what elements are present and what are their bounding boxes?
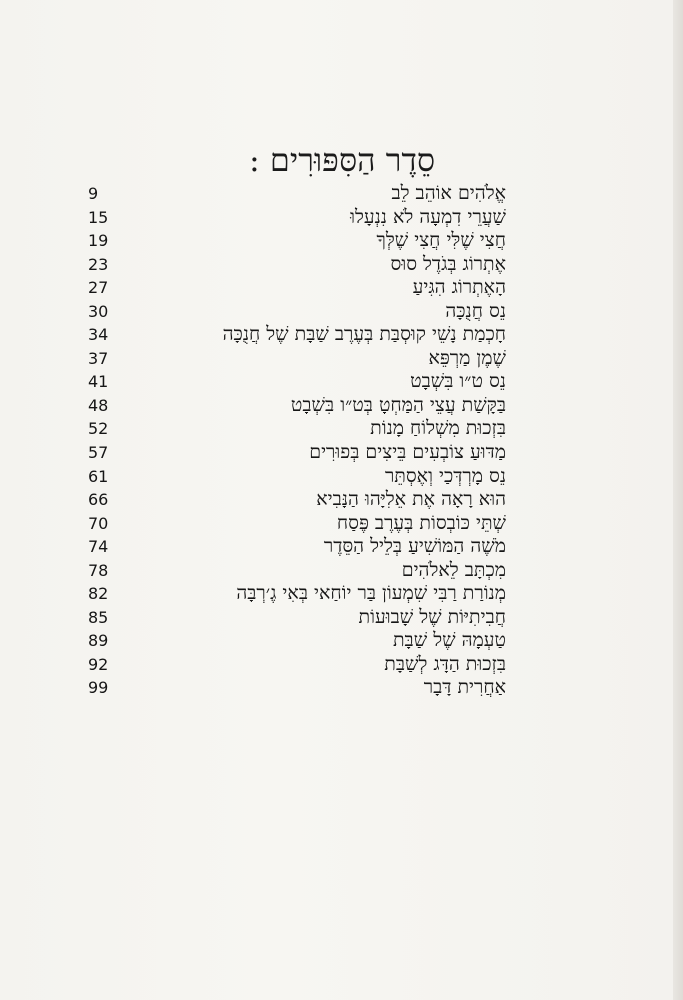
page-edge [673, 0, 683, 1000]
toc-entry [88, 394, 506, 418]
toc-entry-title: שֶׁמֶן מַרְפֵּא [428, 346, 506, 369]
toc-entry-page: 89 [88, 631, 109, 651]
toc-entry [88, 559, 506, 583]
toc-entry-title: בִּזְכוּת הַדָּג לְשַׁבָּת [384, 652, 506, 675]
toc-entry-page: 23 [88, 254, 109, 274]
toc-entry-page: 19 [88, 231, 109, 251]
toc-entry [88, 229, 506, 253]
page-title: סֵדֶר הַסִּפּוּרִים : [248, 141, 436, 179]
toc-entry-title: טַעְמָהּ שֶׁל שַׁבָּת [392, 629, 506, 652]
toc-entry [88, 535, 506, 559]
toc-entry-title: אֶתְרוֹג בְּגֹדֶל סוּס [390, 252, 506, 275]
toc-entry-page: 37 [88, 348, 109, 368]
toc-entry-page: 82 [88, 584, 109, 604]
toc-entry-page: 34 [88, 325, 109, 345]
toc-entry-page: 15 [88, 207, 109, 227]
toc-entry-page: 41 [88, 372, 109, 392]
toc-entry [88, 276, 506, 300]
toc-entry-page: 57 [88, 443, 109, 463]
toc-entry-title: חֲבִיתִיּוֹת שֶׁל שָׁבוּעוֹת [358, 605, 506, 628]
toc-entry [88, 629, 506, 653]
toc-entry-page: 48 [88, 395, 109, 415]
toc-entry-page: 92 [88, 654, 109, 674]
toc-entry-page: 9 [88, 184, 99, 203]
toc-entry-page: 74 [88, 537, 109, 557]
toc-entry-title: בִּזְכוּת מִשְׁלוֹחַ מָנוֹת [370, 417, 506, 440]
toc-entry-page: 70 [88, 513, 109, 533]
toc-entry [88, 582, 506, 606]
toc-entry [88, 182, 506, 206]
toc-entry [88, 206, 506, 230]
toc-entry [88, 347, 506, 371]
toc-entry [88, 512, 506, 536]
toc-entry-title: הוּא רָאָה אֶת אֵלִיָּהוּ הַנָּבִיא [316, 488, 506, 511]
toc-entry-page: 52 [88, 419, 109, 439]
toc-entry [88, 488, 506, 512]
toc-entry [88, 300, 506, 324]
toc-entry [88, 606, 506, 630]
toc-entry [88, 417, 506, 441]
toc-entry-title: חֲצִי שֶׁלִּי חֲצִי שֶׁלְּךָ [376, 229, 506, 252]
toc-entry-page: 85 [88, 607, 109, 627]
toc-entry [88, 323, 506, 347]
toc-entry-title: חָכְמַת נָשֵׁי קוּסְבַּת בְּעֶרֶב שַׁבָּת שֶׁל חֲנֻכָּה [222, 323, 506, 346]
table-of-contents [88, 182, 506, 700]
toc-entry [88, 253, 506, 277]
toc-entry-page: 30 [88, 301, 109, 321]
toc-entry-page: 27 [88, 278, 109, 298]
toc-entry-title: מֹשֶׁה הַמּוֹשִׁיעַ בְּלֵיל הַסֵּדֶר [323, 535, 506, 558]
toc-entry-title: אֱלֹהִים אוֹהֵב לֵב [391, 182, 506, 204]
toc-entry-title: הָאֶתְרוֹג הִגִּיעַ [412, 276, 506, 299]
toc-entry [88, 370, 506, 394]
toc-entry-page: 61 [88, 466, 109, 486]
toc-entry-title: נֵס מָרְדְּכַי וְאֶסְתֵּר [384, 464, 506, 487]
toc-entry [88, 441, 506, 465]
toc-entry-title: מְנוֹרַת רַבִּי שִׁמְעוֹן בַּר יוֹחַאי בְּאִי גֶ׳רְבָּה [236, 582, 506, 605]
toc-entry-title: שַׁעֲרֵי דִמְעָה לֹא נִנְעָלוּ [350, 205, 506, 228]
toc-entry-page: 99 [88, 678, 109, 698]
toc-entry-page: 66 [88, 490, 109, 510]
toc-entry-page: 78 [88, 560, 109, 580]
toc-entry [88, 653, 506, 677]
toc-entry-title: מַדּוּעַ צוֹבְעִים בֵּיצִים בְּפוּרִים [309, 441, 506, 464]
toc-entry-title: מִכְתָּב לֵאלֹהִים [401, 558, 506, 581]
toc-entry [88, 676, 506, 700]
toc-entry-title: אַחֲרִית דָּבָר [423, 676, 506, 699]
toc-entry-title: נֵס ט״ו בִּשְׁבָט [410, 370, 506, 393]
toc-entry-title: נֵס חֲנֻכָּה [445, 299, 506, 322]
toc-entry [88, 465, 506, 489]
toc-entry-title: שְׁתֵּי כּוֹבְסוֹת בְּעֶרֶב פֶּסַח [336, 511, 506, 534]
toc-entry-title: בַּקָּשַׁת עֲצֵי הַמַּחְטָ בְּט״ו בִּשְׁבָט [290, 393, 506, 416]
